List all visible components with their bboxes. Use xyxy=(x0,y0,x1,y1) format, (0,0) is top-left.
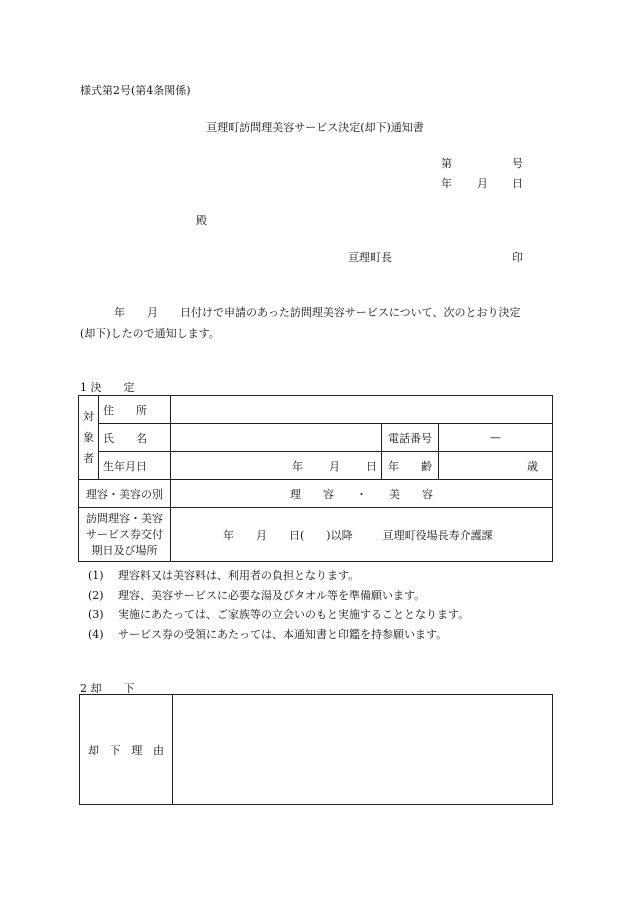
phone-field[interactable]: — xyxy=(439,424,553,452)
date-day: 日 xyxy=(512,177,523,190)
rejection-table xyxy=(79,694,553,805)
date-month: 月 xyxy=(477,177,488,190)
form-number: 様式第2号(第4条関係) xyxy=(80,84,191,97)
age-label: 年 齢 xyxy=(382,452,439,480)
rejection-reason-label: 却 下 理 由 xyxy=(80,695,173,805)
body-line-2: (却下)したので通知します。 xyxy=(80,327,220,340)
issuer-title: 亘理町長 xyxy=(348,251,392,264)
name-label: 氏 名 xyxy=(99,424,171,452)
ticket-place: 亘理町役場長寿介護課 xyxy=(382,528,493,542)
name-field[interactable] xyxy=(171,424,382,452)
notes-list xyxy=(88,566,469,644)
decision-table xyxy=(78,395,553,562)
ticket-issue-label: 訪問理容・美容 サービス券交付 期日及び場所 xyxy=(79,508,171,562)
addressee-honorific: 殿 xyxy=(196,214,207,227)
service-type-label: 理容・美容の別 xyxy=(79,480,171,508)
rejection-reason-field[interactable] xyxy=(173,695,553,805)
ticket-date: 年 月 日( )以降 xyxy=(223,528,353,542)
target-person-label: 対 象 者 xyxy=(79,396,99,480)
ticket-issue-field[interactable] xyxy=(171,508,553,562)
body-line-1: 年 月 日付けで申請のあった訪問理美容サービスについて、次のとおり決定 xyxy=(114,306,521,319)
number-prefix: 第 xyxy=(441,157,452,170)
note-item: (2) 理容、美容サービスに必要な湯及びタオル等を準備願います。 xyxy=(88,588,426,602)
address-field[interactable] xyxy=(171,396,553,424)
section1-heading: 1 決 定 xyxy=(80,381,135,394)
section2-heading: 2 却 下 xyxy=(80,682,135,695)
phone-label: 電話番号 xyxy=(382,424,439,452)
date-year: 年 xyxy=(441,177,452,190)
note-item: (3) 実施にあたっては、ご家族等の立会いのもと実施することとなります。 xyxy=(88,608,470,621)
body-paragraph xyxy=(80,302,550,344)
document-title: 亘理町訪問理美容サービス決定(却下)通知書 xyxy=(206,121,424,134)
seal-mark: 印 xyxy=(512,251,523,264)
note-item: (4) サービス券の受領にあたっては、本通知書と印鑑を持参願います。 xyxy=(88,627,448,641)
age-field[interactable]: 歳 xyxy=(439,452,553,480)
service-type-choice[interactable]: 理 容 ・ 美 容 xyxy=(171,480,553,508)
birthdate-field[interactable]: 年 月 日 xyxy=(171,452,382,480)
address-label: 住 所 xyxy=(99,396,171,424)
number-suffix: 号 xyxy=(512,157,523,170)
birthdate-label: 生年月日 xyxy=(99,452,171,480)
note-item: (1) 理容料又は美容料は、利用者の負担となります。 xyxy=(88,569,360,582)
